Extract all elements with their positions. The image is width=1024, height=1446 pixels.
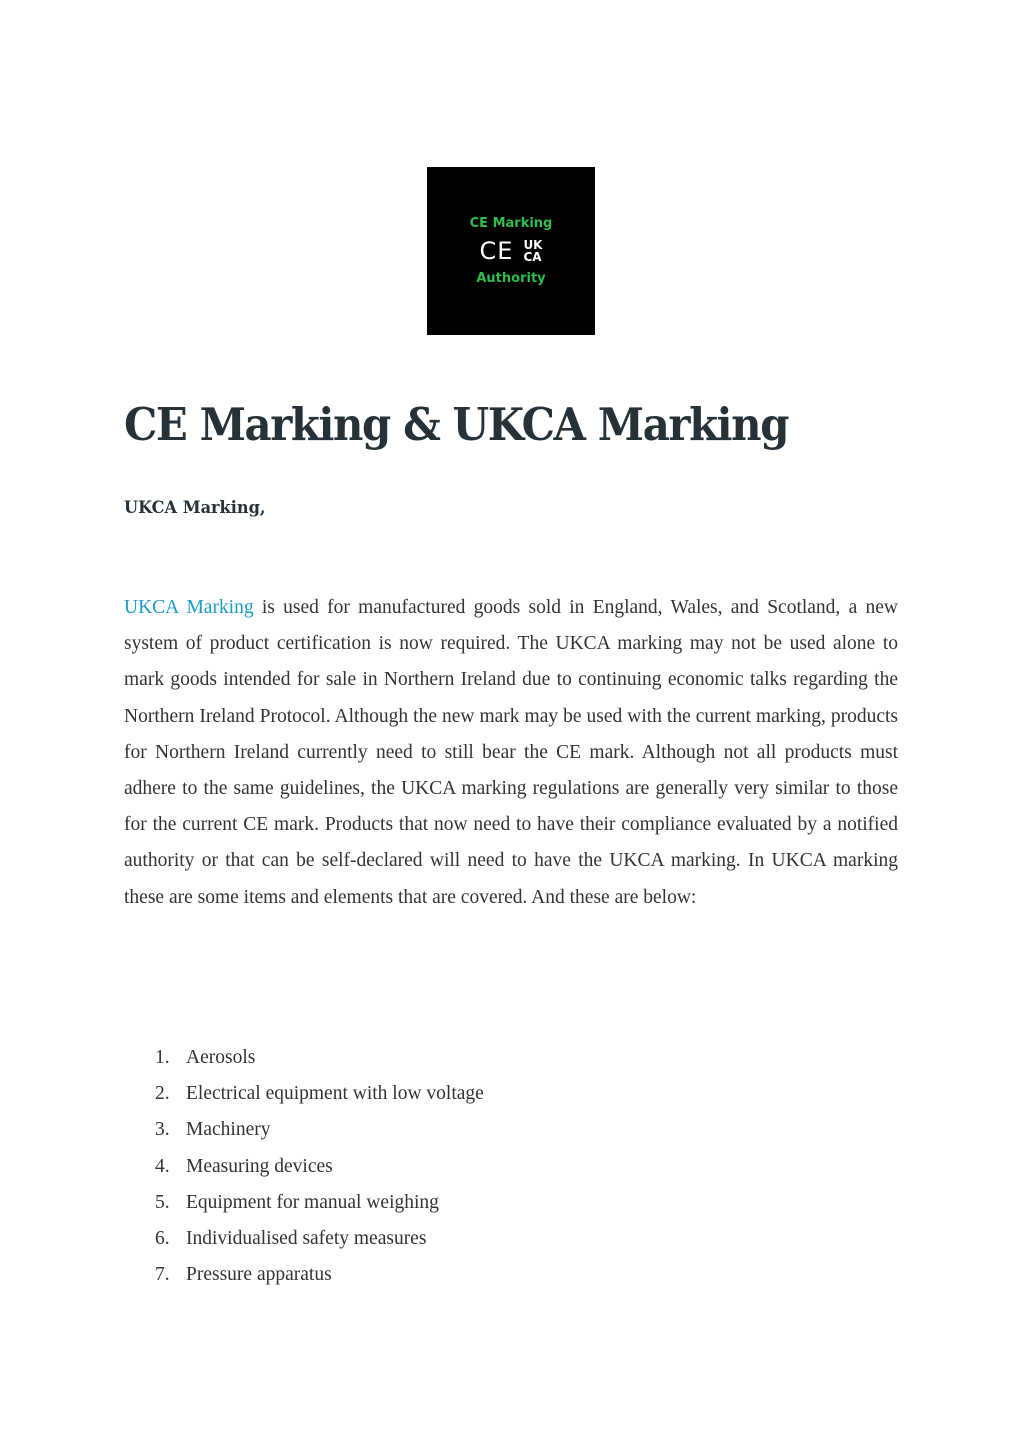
paragraph-text: is used for manufactured goods sold in England, Wales, and Scotland, a new system of product certification is now required. The UKCA marking may not be used alone to mark goods intended for sale in Northern Ireland due to continuing economic talks regarding the Northern Ireland Protocol. Although the new mark may be used with the current marking, products for Northern Ireland currently need to still bear the CE mark. Although not all products must adhere to the same guidelines, the UKCA marking regulations are generally very similar to those for the current CE mark. Products that now need to have their compliance evaluated by a notified authority or that can be self-declared will need to have the UKCA marking. In UKCA marking these are some items and elements that are covered. And these are below: xyxy=(124,597,898,908)
list-number: 1. xyxy=(155,1047,170,1068)
logo-bottom-text: Authority xyxy=(476,271,546,286)
covered-items-list xyxy=(124,1040,484,1293)
list-item-label: Electrical equipment with low voltage xyxy=(186,1083,484,1105)
list-number: 3. xyxy=(155,1119,170,1141)
list-number: 2. xyxy=(155,1083,170,1105)
section-subtitle: UKCA Marking, xyxy=(124,498,266,518)
list-item xyxy=(124,1257,484,1293)
list-number: 4. xyxy=(155,1155,170,1177)
list-item xyxy=(124,1185,484,1221)
logo-marks xyxy=(480,239,543,263)
ukca-line-2: CA xyxy=(523,250,542,264)
list-item-label: Machinery xyxy=(186,1119,271,1141)
list-item xyxy=(124,1221,484,1257)
logo-top-text: CE Marking xyxy=(469,216,553,231)
ukca-line-1: UK xyxy=(523,238,543,252)
ce-mark-icon: CE xyxy=(479,237,514,265)
list-item xyxy=(124,1149,484,1185)
list-item xyxy=(124,1076,484,1112)
page-title: CE Marking & UKCA Marking xyxy=(124,398,789,451)
intro-paragraph xyxy=(124,590,898,916)
list-number: 6. xyxy=(155,1228,170,1250)
ce-ukca-logo xyxy=(427,167,595,335)
list-item xyxy=(124,1112,484,1148)
list-number: 7. xyxy=(155,1264,170,1286)
list-item-label: Pressure apparatus xyxy=(186,1264,332,1286)
ukca-mark-icon xyxy=(523,239,542,263)
list-item-label: Individualised safety measures xyxy=(186,1228,427,1250)
list-item xyxy=(124,1040,484,1076)
list-item-label: Measuring devices xyxy=(186,1155,333,1177)
list-number: 5. xyxy=(155,1191,170,1213)
list-item-label: Equipment for manual weighing xyxy=(186,1191,439,1213)
ukca-marking-link[interactable]: UKCA Marking xyxy=(124,597,254,618)
list-item-label: Aerosols xyxy=(186,1047,256,1068)
